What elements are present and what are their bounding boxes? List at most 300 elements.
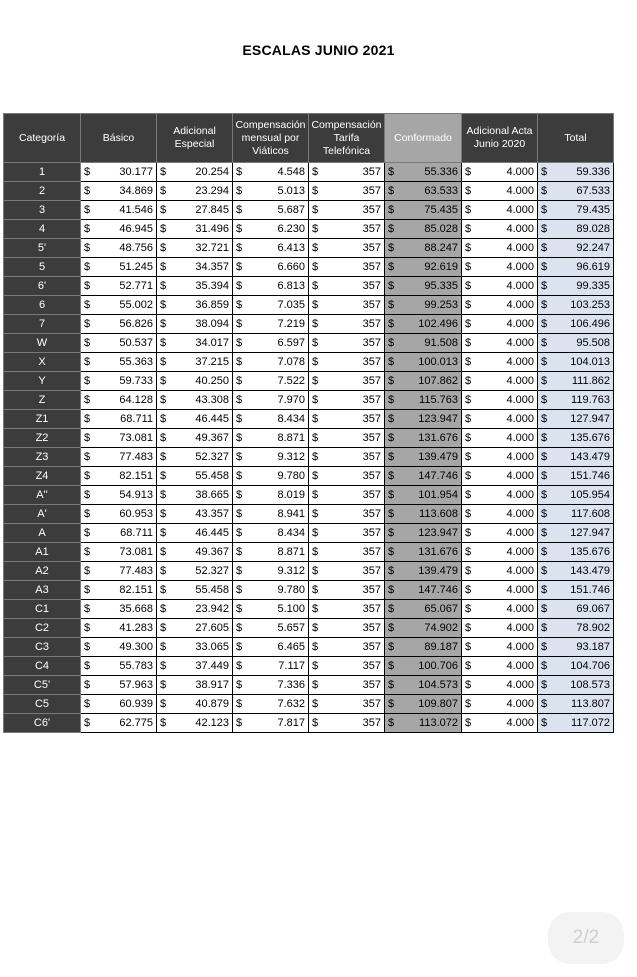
telefonica-cell (309, 657, 385, 676)
currency-symbol: $ (236, 451, 243, 463)
adicional-especial-cell (157, 695, 233, 714)
amount-value: 111.862 (571, 375, 610, 387)
currency-symbol: $ (84, 622, 91, 634)
telefonica-cell (309, 201, 385, 220)
total-cell (538, 448, 614, 467)
amount-value: 357 (362, 242, 381, 254)
amount-value: 33.065 (195, 641, 229, 653)
total-cell (538, 543, 614, 562)
conformado-cell (385, 695, 462, 714)
amount-value: 131.676 (418, 432, 458, 444)
amount-value: 38.917 (195, 679, 229, 691)
total-cell (538, 429, 614, 448)
currency-symbol: $ (160, 470, 167, 482)
viaticos-cell (233, 220, 309, 239)
adicional-acta-cell (462, 296, 538, 315)
currency-symbol: $ (236, 584, 243, 596)
currency-symbol: $ (541, 432, 548, 444)
amount-value: 46.945 (119, 223, 153, 235)
currency-symbol: $ (312, 280, 319, 292)
amount-value: 119.763 (571, 394, 610, 406)
currency-symbol: $ (388, 356, 395, 368)
amount-value: 63.533 (424, 185, 458, 197)
telefonica-cell (309, 581, 385, 600)
amount-value: 7.817 (277, 717, 305, 729)
amount-value: 23.294 (195, 185, 229, 197)
viaticos-cell (233, 562, 309, 581)
conformado-cell (385, 676, 462, 695)
currency-symbol: $ (160, 451, 167, 463)
viaticos-cell (233, 524, 309, 543)
currency-symbol: $ (84, 204, 91, 216)
currency-symbol: $ (236, 641, 243, 653)
currency-symbol: $ (160, 166, 167, 178)
currency-symbol: $ (236, 527, 243, 539)
currency-symbol: $ (465, 470, 472, 482)
adicional-especial-cell (157, 543, 233, 562)
telefonica-cell (309, 220, 385, 239)
header-adicional-especial: Adicional Especial (157, 114, 233, 163)
amount-value: 40.250 (195, 375, 229, 387)
currency-symbol: $ (541, 223, 548, 235)
category-cell: C5' (4, 676, 81, 695)
currency-symbol: $ (236, 432, 243, 444)
category-cell: X (4, 353, 81, 372)
currency-symbol: $ (312, 299, 319, 311)
viaticos-cell (233, 581, 309, 600)
adicional-acta-cell (462, 429, 538, 448)
currency-symbol: $ (236, 679, 243, 691)
telefonica-cell (309, 315, 385, 334)
currency-symbol: $ (541, 527, 548, 539)
adicional-acta-cell (462, 258, 538, 277)
table-row (4, 258, 614, 277)
adicional-especial-cell (157, 562, 233, 581)
conformado-cell (385, 163, 462, 182)
adicional-acta-cell (462, 448, 538, 467)
currency-symbol: $ (541, 546, 548, 558)
conformado-cell (385, 486, 462, 505)
currency-symbol: $ (388, 318, 395, 330)
telefonica-cell (309, 486, 385, 505)
category-cell: 3 (4, 201, 81, 220)
amount-value: 117.608 (571, 508, 610, 520)
currency-symbol: $ (312, 223, 319, 235)
viaticos-cell (233, 543, 309, 562)
currency-symbol: $ (388, 489, 395, 501)
currency-symbol: $ (236, 622, 243, 634)
currency-symbol: $ (465, 261, 472, 273)
amount-value: 8.434 (277, 413, 305, 425)
currency-symbol: $ (388, 470, 395, 482)
conformado-cell (385, 353, 462, 372)
adicional-acta-cell (462, 372, 538, 391)
currency-symbol: $ (541, 508, 548, 520)
adicional-especial-cell (157, 429, 233, 448)
category-cell: C2 (4, 619, 81, 638)
viaticos-cell (233, 600, 309, 619)
amount-value: 7.522 (277, 375, 305, 387)
basico-cell (81, 296, 157, 315)
amount-value: 147.746 (418, 470, 458, 482)
category-cell: A3 (4, 581, 81, 600)
amount-value: 6.597 (277, 337, 305, 349)
amount-value: 73.081 (119, 432, 153, 444)
amount-value: 4.000 (506, 204, 534, 216)
amount-value: 357 (362, 280, 381, 292)
basico-cell (81, 448, 157, 467)
amount-value: 60.953 (119, 508, 153, 520)
adicional-especial-cell (157, 201, 233, 220)
total-cell (538, 182, 614, 201)
conformado-cell (385, 524, 462, 543)
viaticos-cell (233, 353, 309, 372)
telefonica-cell (309, 182, 385, 201)
currency-symbol: $ (541, 660, 548, 672)
currency-symbol: $ (312, 622, 319, 634)
adicional-especial-cell (157, 277, 233, 296)
total-cell (538, 391, 614, 410)
table-row (4, 524, 614, 543)
currency-symbol: $ (465, 185, 472, 197)
adicional-especial-cell (157, 657, 233, 676)
telefonica-cell (309, 258, 385, 277)
total-cell (538, 296, 614, 315)
currency-symbol: $ (84, 299, 91, 311)
adicional-especial-cell (157, 448, 233, 467)
conformado-cell (385, 277, 462, 296)
amount-value: 4.548 (277, 166, 305, 178)
amount-value: 357 (362, 546, 381, 558)
amount-value: 48.756 (119, 242, 153, 254)
currency-symbol: $ (388, 527, 395, 539)
amount-value: 59.336 (576, 166, 610, 178)
currency-symbol: $ (388, 717, 395, 729)
viaticos-cell (233, 676, 309, 695)
currency-symbol: $ (312, 470, 319, 482)
currency-symbol: $ (541, 679, 548, 691)
currency-symbol: $ (465, 603, 472, 615)
amount-value: 51.245 (119, 261, 153, 273)
currency-symbol: $ (541, 584, 548, 596)
amount-value: 127.947 (570, 527, 610, 539)
amount-value: 4.000 (506, 280, 534, 292)
basico-cell (81, 258, 157, 277)
conformado-cell (385, 543, 462, 562)
currency-symbol: $ (465, 204, 472, 216)
amount-value: 31.496 (195, 223, 229, 235)
conformado-cell (385, 315, 462, 334)
adicional-especial-cell (157, 372, 233, 391)
viaticos-cell (233, 391, 309, 410)
amount-value: 56.826 (119, 318, 153, 330)
currency-symbol: $ (236, 565, 243, 577)
currency-symbol: $ (160, 299, 167, 311)
currency-symbol: $ (236, 337, 243, 349)
amount-value: 357 (362, 299, 381, 311)
currency-symbol: $ (236, 299, 243, 311)
viaticos-cell (233, 486, 309, 505)
conformado-cell (385, 239, 462, 258)
viaticos-cell (233, 258, 309, 277)
amount-value: 147.746 (418, 584, 458, 596)
amount-value: 115.763 (419, 394, 458, 406)
currency-symbol: $ (465, 318, 472, 330)
basico-cell (81, 638, 157, 657)
amount-value: 357 (362, 394, 381, 406)
adicional-acta-cell (462, 391, 538, 410)
adicional-especial-cell (157, 258, 233, 277)
amount-value: 38.665 (195, 489, 229, 501)
amount-value: 7.336 (277, 679, 305, 691)
amount-value: 43.308 (195, 394, 229, 406)
basico-cell (81, 372, 157, 391)
amount-value: 88.247 (424, 242, 458, 254)
currency-symbol: $ (160, 394, 167, 406)
currency-symbol: $ (84, 261, 91, 273)
currency-symbol: $ (465, 489, 472, 501)
adicional-acta-cell (462, 410, 538, 429)
amount-value: 74.902 (424, 622, 458, 634)
amount-value: 104.706 (570, 660, 610, 672)
currency-symbol: $ (160, 375, 167, 387)
table-row (4, 239, 614, 258)
currency-symbol: $ (160, 280, 167, 292)
viaticos-cell (233, 695, 309, 714)
currency-symbol: $ (465, 508, 472, 520)
viaticos-cell (233, 239, 309, 258)
viaticos-cell (233, 657, 309, 676)
adicional-especial-cell (157, 182, 233, 201)
amount-value: 95.335 (424, 280, 458, 292)
total-cell (538, 524, 614, 543)
amount-value: 5.657 (277, 622, 305, 634)
conformado-cell (385, 334, 462, 353)
currency-symbol: $ (388, 185, 395, 197)
amount-value: 52.327 (195, 451, 229, 463)
currency-symbol: $ (541, 337, 548, 349)
currency-symbol: $ (541, 242, 548, 254)
viaticos-cell (233, 201, 309, 220)
amount-value: 59.733 (119, 375, 153, 387)
currency-symbol: $ (388, 432, 395, 444)
amount-value: 4.000 (506, 641, 534, 653)
amount-value: 100.706 (418, 660, 458, 672)
currency-symbol: $ (312, 432, 319, 444)
adicional-acta-cell (462, 581, 538, 600)
currency-symbol: $ (388, 375, 395, 387)
currency-symbol: $ (388, 223, 395, 235)
currency-symbol: $ (84, 717, 91, 729)
telefonica-cell (309, 619, 385, 638)
adicional-especial-cell (157, 619, 233, 638)
document-title: ESCALAS JUNIO 2021 (242, 42, 395, 58)
amount-value: 131.676 (418, 546, 458, 558)
conformado-cell (385, 600, 462, 619)
amount-value: 23.942 (195, 603, 229, 615)
currency-symbol: $ (84, 451, 91, 463)
currency-symbol: $ (312, 356, 319, 368)
adicional-especial-cell (157, 581, 233, 600)
currency-symbol: $ (465, 527, 472, 539)
telefonica-cell (309, 334, 385, 353)
amount-value: 357 (362, 660, 381, 672)
amount-value: 4.000 (506, 185, 534, 197)
total-cell (538, 258, 614, 277)
conformado-cell (385, 505, 462, 524)
amount-value: 357 (362, 318, 381, 330)
table-row (4, 562, 614, 581)
amount-value: 38.094 (195, 318, 229, 330)
currency-symbol: $ (312, 717, 319, 729)
table-row (4, 638, 614, 657)
amount-value: 82.151 (119, 584, 153, 596)
adicional-especial-cell (157, 505, 233, 524)
currency-symbol: $ (236, 660, 243, 672)
viaticos-cell (233, 372, 309, 391)
amount-value: 357 (362, 698, 381, 710)
amount-value: 123.947 (418, 413, 458, 425)
amount-value: 75.435 (424, 204, 458, 216)
amount-value: 8.871 (277, 432, 305, 444)
currency-symbol: $ (84, 698, 91, 710)
amount-value: 357 (362, 223, 381, 235)
adicional-especial-cell (157, 486, 233, 505)
amount-value: 135.676 (570, 546, 610, 558)
currency-symbol: $ (465, 717, 472, 729)
currency-symbol: $ (388, 166, 395, 178)
conformado-cell (385, 201, 462, 220)
category-cell: 5 (4, 258, 81, 277)
category-cell: C1 (4, 600, 81, 619)
amount-value: 127.947 (570, 413, 610, 425)
currency-symbol: $ (160, 185, 167, 197)
amount-value: 77.483 (119, 565, 153, 577)
amount-value: 102.496 (418, 318, 458, 330)
conformado-cell (385, 638, 462, 657)
currency-symbol: $ (465, 432, 472, 444)
table-row (4, 163, 614, 182)
amount-value: 85.028 (424, 223, 458, 235)
adicional-acta-cell (462, 524, 538, 543)
telefonica-cell (309, 467, 385, 486)
table-row (4, 391, 614, 410)
amount-value: 104.013 (570, 356, 610, 368)
amount-value: 151.746 (570, 470, 610, 482)
amount-value: 139.479 (418, 451, 458, 463)
total-cell (538, 372, 614, 391)
header-adicional-acta: Adicional Acta Junio 2020 (462, 114, 538, 163)
telefonica-cell (309, 429, 385, 448)
currency-symbol: $ (84, 375, 91, 387)
amount-value: 100.013 (418, 356, 458, 368)
amount-value: 4.000 (506, 508, 534, 520)
currency-symbol: $ (160, 546, 167, 558)
currency-symbol: $ (312, 166, 319, 178)
currency-symbol: $ (236, 204, 243, 216)
amount-value: 139.479 (418, 565, 458, 577)
amount-value: 4.000 (506, 679, 534, 691)
currency-symbol: $ (541, 489, 548, 501)
amount-value: 52.327 (195, 565, 229, 577)
currency-symbol: $ (541, 641, 548, 653)
basico-cell (81, 562, 157, 581)
conformado-cell (385, 429, 462, 448)
telefonica-cell (309, 638, 385, 657)
viaticos-cell (233, 429, 309, 448)
total-cell (538, 657, 614, 676)
currency-symbol: $ (465, 394, 472, 406)
amount-value: 49.367 (195, 546, 229, 558)
amount-value: 37.215 (195, 356, 229, 368)
amount-value: 4.000 (506, 261, 534, 273)
amount-value: 357 (362, 375, 381, 387)
total-cell (538, 581, 614, 600)
amount-value: 4.000 (506, 413, 534, 425)
currency-symbol: $ (312, 584, 319, 596)
amount-value: 4.000 (506, 717, 534, 729)
amount-value: 34.357 (195, 261, 229, 273)
currency-symbol: $ (236, 185, 243, 197)
amount-value: 4.000 (506, 451, 534, 463)
amount-value: 55.783 (119, 660, 153, 672)
table-row (4, 657, 614, 676)
amount-value: 91.508 (424, 337, 458, 349)
amount-value: 103.253 (570, 299, 610, 311)
adicional-acta-cell (462, 315, 538, 334)
header-basico: Básico (81, 114, 157, 163)
currency-symbol: $ (465, 242, 472, 254)
currency-symbol: $ (541, 451, 548, 463)
amount-value: 7.117 (278, 660, 305, 672)
amount-value: 55.458 (195, 584, 229, 596)
amount-value: 9.312 (277, 565, 305, 577)
conformado-cell (385, 581, 462, 600)
amount-value: 62.775 (119, 717, 153, 729)
currency-symbol: $ (160, 261, 167, 273)
basico-cell (81, 163, 157, 182)
currency-symbol: $ (388, 299, 395, 311)
conformado-cell (385, 182, 462, 201)
amount-value: 95.508 (576, 337, 610, 349)
currency-symbol: $ (236, 489, 243, 501)
telefonica-cell (309, 676, 385, 695)
currency-symbol: $ (312, 546, 319, 558)
amount-value: 50.537 (119, 337, 153, 349)
adicional-especial-cell (157, 524, 233, 543)
amount-value: 357 (362, 356, 381, 368)
basico-cell (81, 182, 157, 201)
viaticos-cell (233, 163, 309, 182)
telefonica-cell (309, 296, 385, 315)
basico-cell (81, 676, 157, 695)
table-row (4, 543, 614, 562)
amount-value: 92.619 (424, 261, 458, 273)
category-cell: Z3 (4, 448, 81, 467)
category-cell: 2 (4, 182, 81, 201)
conformado-cell (385, 296, 462, 315)
currency-symbol: $ (541, 166, 548, 178)
adicional-acta-cell (462, 486, 538, 505)
amount-value: 4.000 (506, 318, 534, 330)
amount-value: 89.028 (576, 223, 610, 235)
amount-value: 40.879 (195, 698, 229, 710)
conformado-cell (385, 448, 462, 467)
adicional-acta-cell (462, 353, 538, 372)
amount-value: 6.413 (277, 242, 305, 254)
amount-value: 27.845 (195, 204, 229, 216)
currency-symbol: $ (541, 261, 548, 273)
